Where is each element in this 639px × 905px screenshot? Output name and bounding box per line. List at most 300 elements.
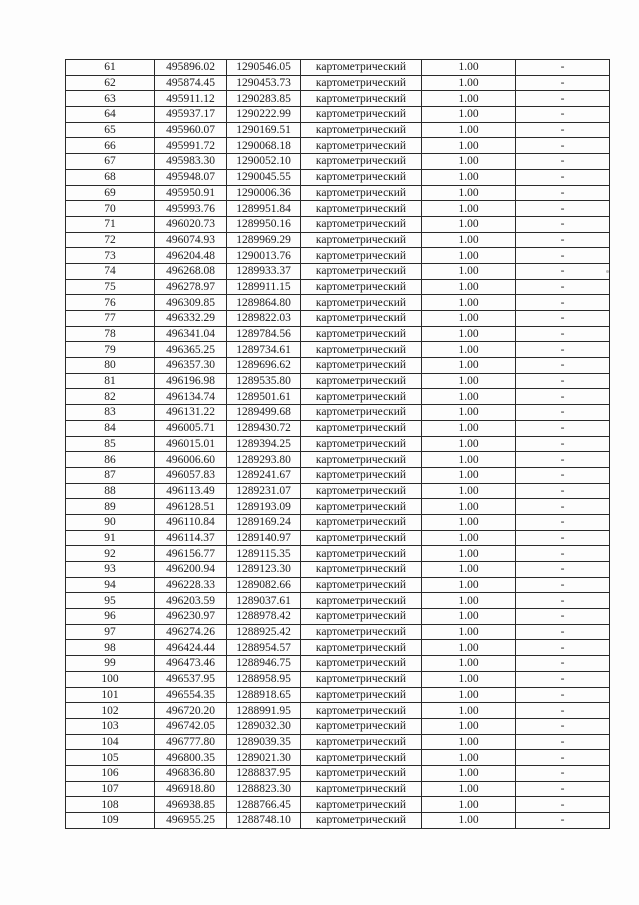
point-number-cell: 107 [66,781,155,797]
description-cell: - [516,499,610,515]
x-coordinate-cell: 496357.30 [155,358,227,374]
y-coordinate-cell: 1289911.15 [227,279,301,295]
description-cell: - [516,248,610,264]
accuracy-cell: 1.00 [422,640,516,656]
accuracy-cell: 1.00 [422,216,516,232]
description-cell: - [516,185,610,201]
table-row [66,311,610,327]
description-cell: - [516,624,610,640]
point-number-cell: 100 [66,671,155,687]
accuracy-cell: 1.00 [422,750,516,766]
table-row [66,436,610,452]
table-row [66,232,610,248]
x-coordinate-cell: 496537.95 [155,671,227,687]
table-row [66,624,610,640]
accuracy-cell: 1.00 [422,797,516,813]
method-cell: картометрический [301,546,422,562]
point-number-cell: 95 [66,593,155,609]
point-number-cell: 78 [66,326,155,342]
accuracy-cell: 1.00 [422,530,516,546]
description-cell: - [516,781,610,797]
x-coordinate-cell: 496203.59 [155,593,227,609]
point-number-cell: 88 [66,483,155,499]
point-number-cell: 65 [66,122,155,138]
point-number-cell: 69 [66,185,155,201]
x-coordinate-cell: 496332.29 [155,311,227,327]
point-number-cell: 63 [66,91,155,107]
description-cell: - [516,609,610,625]
y-coordinate-cell: 1288748.10 [227,813,301,829]
point-number-cell: 101 [66,687,155,703]
method-cell: картометрический [301,107,422,123]
y-coordinate-cell: 1289696.62 [227,358,301,374]
table-row [66,797,610,813]
x-coordinate-cell: 495983.30 [155,154,227,170]
point-number-cell: 89 [66,499,155,515]
table-row [66,138,610,154]
y-coordinate-cell: 1288958.95 [227,671,301,687]
table-row [66,593,610,609]
method-cell: картометрический [301,311,422,327]
x-coordinate-cell: 496006.60 [155,452,227,468]
accuracy-cell: 1.00 [422,656,516,672]
method-cell: картометрический [301,405,422,421]
x-coordinate-cell: 495960.07 [155,122,227,138]
method-cell: картометрический [301,593,422,609]
table-row [66,452,610,468]
method-cell: картометрический [301,389,422,405]
x-coordinate-cell: 496156.77 [155,546,227,562]
coordinates-table-body [66,60,610,829]
method-cell: картометрический [301,640,422,656]
y-coordinate-cell: 1289193.09 [227,499,301,515]
accuracy-cell: 1.00 [422,420,516,436]
point-number-cell: 67 [66,154,155,170]
description-cell: - [516,593,610,609]
y-coordinate-cell: 1289115.35 [227,546,301,562]
x-coordinate-cell: 496131.22 [155,405,227,421]
table-row [66,154,610,170]
accuracy-cell: 1.00 [422,514,516,530]
y-coordinate-cell: 1288954.57 [227,640,301,656]
y-coordinate-cell: 1288766.45 [227,797,301,813]
table-row [66,656,610,672]
table-row [66,499,610,515]
x-coordinate-cell: 495993.76 [155,201,227,217]
y-coordinate-cell: 1290222.99 [227,107,301,123]
description-cell: - [516,311,610,327]
point-number-cell: 85 [66,436,155,452]
point-number-cell: 74 [66,263,155,279]
table-row [66,373,610,389]
y-coordinate-cell: 1289734.61 [227,342,301,358]
table-row [66,781,610,797]
point-number-cell: 103 [66,718,155,734]
table-row [66,185,610,201]
table-row [66,640,610,656]
y-coordinate-cell: 1289039.35 [227,734,301,750]
table-row [66,342,610,358]
method-cell: картометрический [301,279,422,295]
accuracy-cell: 1.00 [422,781,516,797]
accuracy-cell: 1.00 [422,436,516,452]
x-coordinate-cell: 496015.01 [155,436,227,452]
description-cell: - [516,530,610,546]
method-cell: картометрический [301,75,422,91]
point-number-cell: 62 [66,75,155,91]
accuracy-cell: 1.00 [422,122,516,138]
y-coordinate-cell: 1290546.05 [227,60,301,76]
description-cell: - [516,232,610,248]
point-number-cell: 104 [66,734,155,750]
x-coordinate-cell: 496341.04 [155,326,227,342]
method-cell: картометрический [301,185,422,201]
point-number-cell: 86 [66,452,155,468]
y-coordinate-cell: 1290052.10 [227,154,301,170]
table-row [66,263,610,279]
x-coordinate-cell: 495896.02 [155,60,227,76]
description-cell: - [516,750,610,766]
point-number-cell: 96 [66,609,155,625]
point-number-cell: 92 [66,546,155,562]
description-cell: - [516,734,610,750]
description-cell: - [516,154,610,170]
table-row [66,765,610,781]
table-row [66,248,610,264]
description-cell: - [516,75,610,91]
table-row [66,358,610,374]
accuracy-cell: 1.00 [422,60,516,76]
point-number-cell: 61 [66,60,155,76]
y-coordinate-cell: 1290068.18 [227,138,301,154]
accuracy-cell: 1.00 [422,765,516,781]
table-row [66,734,610,750]
method-cell: картометрический [301,609,422,625]
y-coordinate-cell: 1289169.24 [227,514,301,530]
accuracy-cell: 1.00 [422,373,516,389]
x-coordinate-cell: 496110.84 [155,514,227,530]
point-number-cell: 72 [66,232,155,248]
accuracy-cell: 1.00 [422,734,516,750]
x-coordinate-cell: 496057.83 [155,467,227,483]
accuracy-cell: 1.00 [422,405,516,421]
y-coordinate-cell: 1288837.95 [227,765,301,781]
y-coordinate-cell: 1290283.85 [227,91,301,107]
method-cell: картометрический [301,797,422,813]
table-row [66,703,610,719]
point-number-cell: 99 [66,656,155,672]
point-number-cell: 66 [66,138,155,154]
point-number-cell: 81 [66,373,155,389]
description-cell: - [516,546,610,562]
x-coordinate-cell: 496204.48 [155,248,227,264]
y-coordinate-cell: 1289969.29 [227,232,301,248]
y-coordinate-cell: 1289293.80 [227,452,301,468]
accuracy-cell: 1.00 [422,279,516,295]
description-cell: - [516,436,610,452]
table-row [66,389,610,405]
x-coordinate-cell: 495991.72 [155,138,227,154]
x-coordinate-cell: 496228.33 [155,577,227,593]
accuracy-cell: 1.00 [422,232,516,248]
point-number-cell: 102 [66,703,155,719]
method-cell: картометрический [301,781,422,797]
point-number-cell: 83 [66,405,155,421]
method-cell: картометрический [301,765,422,781]
table-row [66,671,610,687]
y-coordinate-cell: 1289784.56 [227,326,301,342]
description-cell: - [516,107,610,123]
description-cell: - [516,60,610,76]
point-number-cell: 80 [66,358,155,374]
accuracy-cell: 1.00 [422,609,516,625]
y-coordinate-cell: 1289394.25 [227,436,301,452]
accuracy-cell: 1.00 [422,358,516,374]
accuracy-cell: 1.00 [422,342,516,358]
description-cell: - [516,687,610,703]
table-row [66,279,610,295]
point-number-cell: 79 [66,342,155,358]
description-cell: - [516,656,610,672]
x-coordinate-cell: 496113.49 [155,483,227,499]
x-coordinate-cell: 496196.98 [155,373,227,389]
x-coordinate-cell: 496230.97 [155,609,227,625]
table-row [66,483,610,499]
point-number-cell: 71 [66,216,155,232]
point-number-cell: 75 [66,279,155,295]
y-coordinate-cell: 1289032.30 [227,718,301,734]
accuracy-cell: 1.00 [422,499,516,515]
y-coordinate-cell: 1289231.07 [227,483,301,499]
description-cell: - [516,765,610,781]
x-coordinate-cell: 496074.93 [155,232,227,248]
method-cell: картометрический [301,687,422,703]
description-cell: - [516,295,610,311]
point-number-cell: 82 [66,389,155,405]
point-number-cell: 98 [66,640,155,656]
x-coordinate-cell: 495911.12 [155,91,227,107]
table-row [66,60,610,76]
description-cell: - [516,514,610,530]
accuracy-cell: 1.00 [422,201,516,217]
method-cell: картометрический [301,718,422,734]
x-coordinate-cell: 496938.85 [155,797,227,813]
table-row [66,530,610,546]
description-cell: - [516,373,610,389]
x-coordinate-cell: 496473.46 [155,656,227,672]
table-row [66,750,610,766]
table-row [66,75,610,91]
accuracy-cell: 1.00 [422,263,516,279]
description-cell: - [516,452,610,468]
point-number-cell: 84 [66,420,155,436]
description-cell: - [516,562,610,578]
point-number-cell: 90 [66,514,155,530]
description-cell: - [516,326,610,342]
description-cell: - [516,671,610,687]
accuracy-cell: 1.00 [422,483,516,499]
y-coordinate-cell: 1289951.84 [227,201,301,217]
coordinates-table [65,59,610,829]
accuracy-cell: 1.00 [422,295,516,311]
accuracy-cell: 1.00 [422,248,516,264]
table-row [66,718,610,734]
point-number-cell: 108 [66,797,155,813]
method-cell: картометрический [301,562,422,578]
accuracy-cell: 1.00 [422,452,516,468]
method-cell: картометрический [301,295,422,311]
method-cell: картометрический [301,499,422,515]
method-cell: картометрический [301,154,422,170]
point-number-cell: 109 [66,813,155,829]
x-coordinate-cell: 496800.35 [155,750,227,766]
x-coordinate-cell: 496134.74 [155,389,227,405]
y-coordinate-cell: 1288946.75 [227,656,301,672]
y-coordinate-cell: 1289501.61 [227,389,301,405]
method-cell: картометрический [301,467,422,483]
method-cell: картометрический [301,326,422,342]
description-cell: - [516,467,610,483]
x-coordinate-cell: 495950.91 [155,185,227,201]
table-row [66,467,610,483]
description-cell: - [516,279,610,295]
x-coordinate-cell: 496424.44 [155,640,227,656]
table-row [66,562,610,578]
y-coordinate-cell: 1289082.66 [227,577,301,593]
y-coordinate-cell: 1289140.97 [227,530,301,546]
point-number-cell: 105 [66,750,155,766]
method-cell: картометрический [301,138,422,154]
x-coordinate-cell: 496554.35 [155,687,227,703]
table-row [66,216,610,232]
x-coordinate-cell: 495937.17 [155,107,227,123]
method-cell: картометрический [301,263,422,279]
method-cell: картометрический [301,232,422,248]
x-coordinate-cell: 496777.80 [155,734,227,750]
description-cell: - [516,640,610,656]
accuracy-cell: 1.00 [422,154,516,170]
description-cell: - [516,420,610,436]
accuracy-cell: 1.00 [422,91,516,107]
x-coordinate-cell: 495874.45 [155,75,227,91]
y-coordinate-cell: 1288925.42 [227,624,301,640]
accuracy-cell: 1.00 [422,671,516,687]
method-cell: картометрический [301,420,422,436]
description-cell: - [516,169,610,185]
x-coordinate-cell: 495948.07 [155,169,227,185]
x-coordinate-cell: 496114.37 [155,530,227,546]
table-row [66,813,610,829]
y-coordinate-cell: 1289037.61 [227,593,301,609]
y-coordinate-cell: 1290045.55 [227,169,301,185]
x-coordinate-cell: 496836.80 [155,765,227,781]
method-cell: картометрический [301,530,422,546]
method-cell: картометрический [301,373,422,389]
y-coordinate-cell: 1290006.36 [227,185,301,201]
table-row [66,107,610,123]
method-cell: картометрический [301,91,422,107]
y-coordinate-cell: 1289950.16 [227,216,301,232]
x-coordinate-cell: 496742.05 [155,718,227,734]
y-coordinate-cell: 1288918.65 [227,687,301,703]
y-coordinate-cell: 1289933.37 [227,263,301,279]
description-cell: - [516,718,610,734]
table-row [66,546,610,562]
x-coordinate-cell: 496005.71 [155,420,227,436]
description-cell: - [516,122,610,138]
method-cell: картометрический [301,216,422,232]
description-cell: - [516,91,610,107]
description-cell: - [516,138,610,154]
point-number-cell: 70 [66,201,155,217]
accuracy-cell: 1.00 [422,311,516,327]
x-coordinate-cell: 496365.25 [155,342,227,358]
method-cell: картометрический [301,671,422,687]
description-cell: - [516,813,610,829]
method-cell: картометрический [301,813,422,829]
y-coordinate-cell: 1288991.95 [227,703,301,719]
accuracy-cell: 1.00 [422,718,516,734]
method-cell: картометрический [301,514,422,530]
description-cell: - [516,577,610,593]
description-cell: - [516,216,610,232]
point-number-cell: 64 [66,107,155,123]
method-cell: картометрический [301,342,422,358]
table-row [66,295,610,311]
point-number-cell: 73 [66,248,155,264]
method-cell: картометрический [301,452,422,468]
method-cell: картометрический [301,169,422,185]
x-coordinate-cell: 496955.25 [155,813,227,829]
accuracy-cell: 1.00 [422,624,516,640]
x-coordinate-cell: 496268.08 [155,263,227,279]
method-cell: картометрический [301,577,422,593]
y-coordinate-cell: 1289499.68 [227,405,301,421]
description-cell: - [516,483,610,499]
x-coordinate-cell: 496128.51 [155,499,227,515]
accuracy-cell: 1.00 [422,577,516,593]
y-coordinate-cell: 1290169.51 [227,122,301,138]
table-row [66,122,610,138]
table-row [66,687,610,703]
y-coordinate-cell: 1289241.67 [227,467,301,483]
method-cell: картометрический [301,750,422,766]
x-coordinate-cell: 496278.97 [155,279,227,295]
point-number-cell: 91 [66,530,155,546]
method-cell: картометрический [301,656,422,672]
y-coordinate-cell: 1289123.30 [227,562,301,578]
y-coordinate-cell: 1289535.80 [227,373,301,389]
accuracy-cell: 1.00 [422,138,516,154]
description-cell: - [516,389,610,405]
accuracy-cell: 1.00 [422,687,516,703]
point-number-cell: 97 [66,624,155,640]
y-coordinate-cell: 1290013.76 [227,248,301,264]
table-row [66,326,610,342]
method-cell: картометрический [301,122,422,138]
method-cell: картометрический [301,201,422,217]
accuracy-cell: 1.00 [422,75,516,91]
accuracy-cell: 1.00 [422,326,516,342]
description-cell: - [516,342,610,358]
method-cell: картометрический [301,624,422,640]
accuracy-cell: 1.00 [422,593,516,609]
x-coordinate-cell: 496274.26 [155,624,227,640]
point-number-cell: 87 [66,467,155,483]
method-cell: картометрический [301,483,422,499]
method-cell: картометрический [301,436,422,452]
y-coordinate-cell: 1289822.03 [227,311,301,327]
